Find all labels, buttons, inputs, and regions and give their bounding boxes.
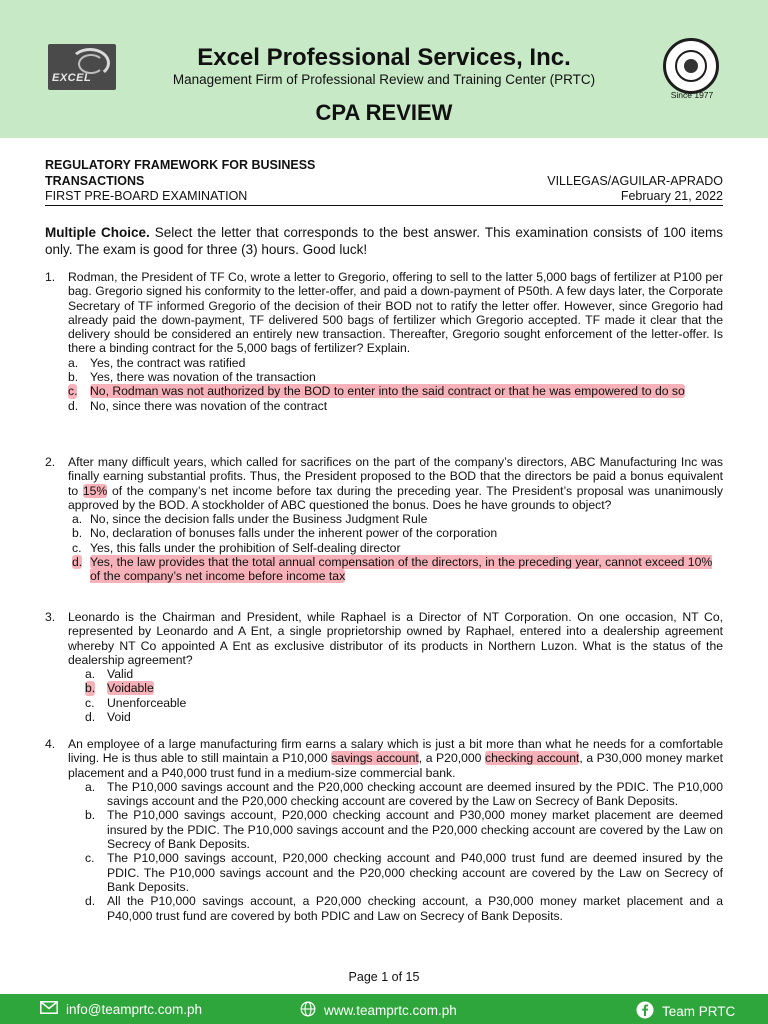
website-text: www.teamprtc.com.ph [324,1003,457,1018]
option-d[interactable]: d. All the P10,000 savings account, a P20,000 checking account, a P30,000 money market placement and a P40,000 trust fund are covered by both PDIC and Law on Secrecy of Bank Deposits. [85,894,723,923]
since-label: Since 1977 [670,90,714,100]
option-a[interactable]: a. Valid [85,667,134,682]
option-b-highlighted[interactable]: b. Voidable [85,681,154,696]
company-name: Excel Professional Services, Inc. [197,44,571,71]
highlighted-percentage: 15% [82,483,108,498]
highlighted-answer: No, Rodman was not authorized by the BOD to enter into the said contract or that he was empowered to do so [90,384,685,399]
option-b[interactable]: b. Yes, there was novation of the transaction [68,370,316,385]
highlighted-checking: checking account [485,751,580,766]
footer-website[interactable] [300,1001,457,1020]
header-divider [45,205,723,206]
question-4 [45,737,723,923]
option-d[interactable]: d. No, since there was novation of the contract [68,398,328,413]
option-b[interactable]: b. No, declaration of bonuses falls under the inherent power of the corporation [72,526,498,541]
exam-name: FIRST PRE-BOARD EXAMINATION [45,189,248,203]
option-a[interactable]: a. Yes, the contract was ratified [68,355,246,370]
option-a[interactable]: a. The P10,000 savings account and the P20,000 checking account are deemed insured by the PDIC. The P10,000 savings account and the P20,000 checking account are covered by the Law on Secrecy of Bank Deposits. [85,779,723,809]
company-tagline: Management Firm of Professional Review and Training Center (PRTC) [172,72,596,87]
instructions-lead: Multiple Choice. [45,225,150,240]
question-3 [45,610,723,724]
option-b[interactable]: b. The P10,000 savings account, P20,000 checking account and P30,000 money market placement are deemed insured by the PDIC. The P10,000 savings account and the P20,000 checking account are covered by the Law on Secrecy of Bank Deposits. [85,808,723,852]
footer-facebook[interactable] [636,1001,735,1022]
question-stem: After many difficult years, which called for sacrifices on the part of the company’s directors, ABC Manufacturing Inc was finally earning substantial profits. Thus, the President proposed to the BOD that the directors be paid a bonus equivalent to 15% of the company’s net income before tax during the preceding year. The President’s proposal was unanimously approved by the BOD. A stockholder of ABC questioned the bonus. Does he have grounds to object? [68,455,723,512]
page-number: Page 1 of 15 [348,970,420,984]
question-number: 3. [45,610,56,624]
instructions-text: Select the letter that corresponds to the best answer. This examination consists of 100 items only. The exam is good for three (3) hours. Good luck! [45,225,723,257]
seal-logo [663,38,719,94]
page-title: CPA REVIEW [315,100,453,125]
highlighted-answer: Yes, the law provides that the total annual compensation of the directors, in the preceding year, cannot exceed 10% of the company’s net income before income tax [90,555,713,584]
page-footer [0,994,768,1024]
subject-line-1: REGULATORY FRAMEWORK FOR BUSINESS [45,158,316,172]
logo-text: EXCEL [52,72,92,84]
question-1 [45,270,723,413]
email-text: info@teamprtc.com.ph [66,1001,203,1017]
question-2 [45,455,723,584]
question-number: 2. [45,455,56,469]
facebook-text: Team PRTC [662,1004,736,1019]
question-stem: An employee of a large manufacturing firm earns a salary which is just a bit more than what he needs for a comfortable living. He is thus able to still maintain a P10,000 savings account, a P20,000 checking account, a P30,000 money market placement and a P40,000 trust fund in a medium-size commercial bank. [68,737,723,780]
option-d[interactable]: d. Void [85,710,131,725]
option-d-highlighted[interactable]: d. Yes, the law provides that the total annual compensation of the directors, in the preceding year, cannot exceed 10% of the company’s net income before income tax [72,555,713,584]
exam-authors: VILLEGAS/AGUILAR-APRADO [547,174,723,188]
subject-line-2: TRANSACTIONS [45,174,145,188]
instructions [45,224,723,258]
question-stem: Rodman, the President of TF Co, wrote a letter to Gregorio, offering to sell to the latter 5,000 bags of fertilizer at P100 per bag. Gregorio signed his conformity to the letter-offer, and paid a down-payment of P50th. A few days later, the Corporate Secretary of TF informed Gregorio of the decision of their BOD not to ratify the letter offer. However, since Gregorio had already paid the down-payment, TF delivered 500 bags of fertilizer which Gregorio accepted. TF made it clear that the delivery should be considered an entirely new transaction. Thereafter, Gregorio sought enforcement of the letter-offer. Is there a binding contract for the 5,000 bags of fertilizer? Explain. [68,270,723,356]
option-c[interactable]: c. Yes, this falls under the prohibition of Self-dealing director [72,540,401,555]
question-number: 4. [45,737,56,751]
question-stem: Leonardo is the Chairman and President, while Raphael is a Director of NT Corporation. On one occasion, NT Co, represented by Leonardo and A Ent, a single proprietorship owned by Raphael, entered into a dealership agreement whereby NT Co appointed A Ent as exclusive distributor of its products in Northern Luzon. What is the status of the dealership agreement? [68,610,723,667]
option-c[interactable]: c. The P10,000 savings account, P20,000 checking account and P40,000 trust fund are deemed insured by the PDIC. The P10,000 savings account and the P20,000 checking account are covered by the Law on Secrecy of Bank Deposits. [85,851,723,894]
option-c-highlighted[interactable]: c. No, Rodman was not authorized by the BOD to enter into the said contract or that he was empowered to do so [68,384,685,399]
highlighted-answer: Voidable [107,681,154,696]
question-number: 1. [45,270,56,284]
option-a[interactable]: a. No, since the decision falls under the Business Judgment Rule [72,512,428,527]
facebook-icon [636,1001,654,1022]
page-header [0,0,768,138]
mail-icon [40,1001,58,1017]
highlighted-savings: savings account [331,751,419,766]
globe-icon [300,1001,316,1020]
exam-date: February 21, 2022 [620,189,723,203]
option-c[interactable]: c. Unenforceable [85,695,187,710]
footer-email[interactable] [40,1001,202,1017]
